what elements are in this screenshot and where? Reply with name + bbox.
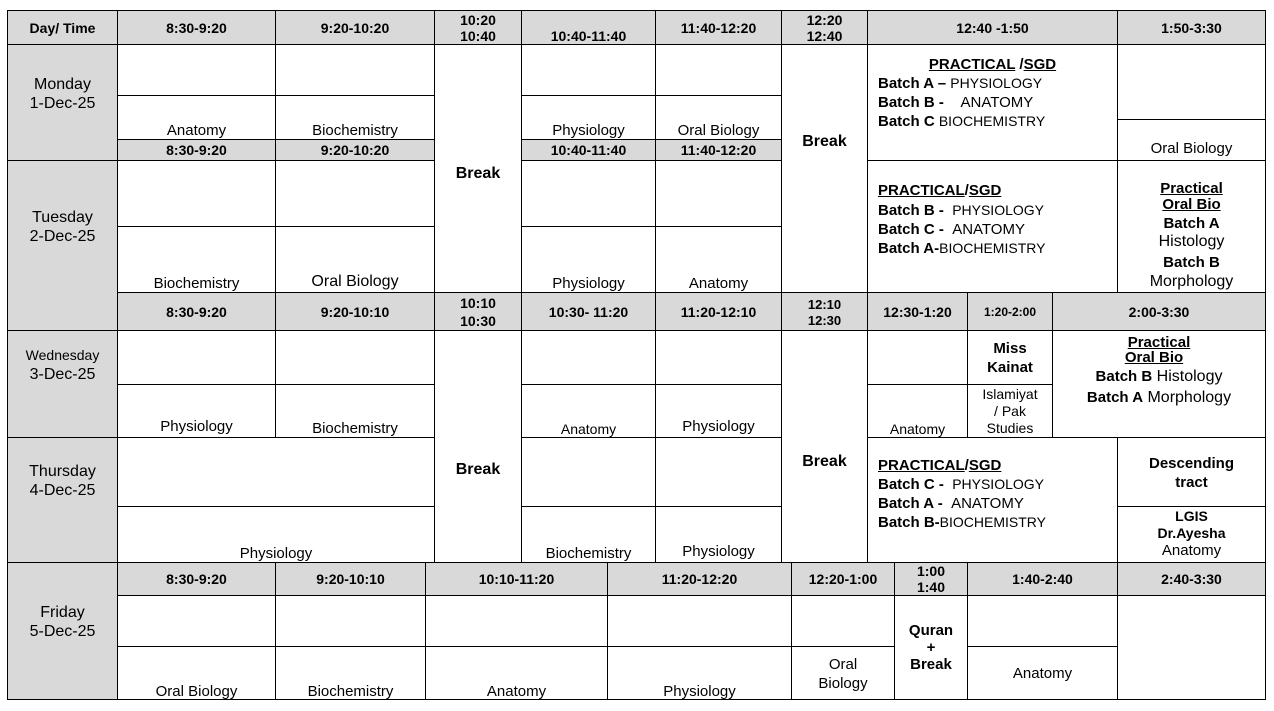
tuesday-batch-2: [878, 221, 1117, 238]
wednesday-s2: [275, 384, 435, 438]
friday-quran-line-2: +: [926, 639, 936, 656]
friday-header-slot-2: [275, 562, 426, 596]
thursday-lgis-line-1: LGIS: [1175, 508, 1208, 524]
friday-s5-top: [791, 595, 895, 647]
friday-quran-line-3: Break: [910, 656, 952, 673]
monday-practical-title: [868, 56, 1117, 73]
friday-header-slot-8-label: 2:40-3:30: [1161, 571, 1222, 587]
wednesday-s4: [521, 384, 656, 438]
friday-header-slot-6: [894, 562, 968, 596]
thursday-s5: [655, 506, 782, 563]
monday-s8-top: [1117, 44, 1266, 120]
tuesday-oral-practical-subtitle: Oral Bio: [1162, 196, 1221, 213]
wednesday-header-slot-3-start: 10:10: [460, 295, 496, 311]
friday-s7-top: [967, 595, 1118, 647]
wednesday-s7-subject: Anatomy: [889, 421, 946, 437]
wednesday-header-slot-1-label: 8:30-9:20: [166, 304, 227, 320]
monday-s2-subject: Biochemistry: [312, 122, 398, 139]
thursday-lgis: [1117, 506, 1266, 563]
friday-header-slot-7-label: 1:40-2:40: [1012, 571, 1073, 587]
header-slot-3-start: 10:20: [460, 12, 496, 28]
tuesday-oral-topic-1: Histology: [1158, 233, 1225, 250]
friday-s1: [117, 646, 276, 700]
wednesday-oral-batch-2: [1053, 389, 1265, 407]
wednesday-oral-practical: [1052, 330, 1266, 438]
wednesday-s5: [655, 384, 782, 438]
tuesday-practical-sep: /: [964, 182, 969, 199]
friday-s3-subject: Anatomy: [486, 683, 547, 700]
wednesday-header-slot-8-label: 1:20-2:00: [983, 305, 1037, 319]
header-slot-1: [117, 10, 276, 45]
monday-batch-1: [878, 75, 1117, 92]
monday-s5: [655, 95, 782, 140]
tuesday-s4-subject: Physiology: [552, 275, 625, 292]
tuesday-batch-2-subject: ANATOMY: [952, 221, 1025, 238]
friday-s4-top: [607, 595, 792, 647]
thursday-batch-2-label: Batch A -: [878, 495, 952, 512]
thursday-practical-label: PRACTICAL: [878, 457, 965, 474]
tuesday-practical-title: [878, 182, 1117, 199]
header-slot-6-end: 12:40: [806, 28, 843, 44]
break-mon-tue-1: [434, 44, 522, 293]
wednesday-header-slot-2: [275, 292, 435, 331]
monday-batch-3-label: Batch C: [878, 113, 939, 130]
monday-batch-2-label: Batch B -: [878, 94, 961, 111]
day-friday: [7, 562, 118, 700]
thursday-s5-top: [655, 437, 782, 507]
thursday-batch-1: [878, 476, 1117, 493]
header-slot-5-label: 11:40-12:20: [680, 20, 757, 36]
monday-batch-3-subject: BIOCHEMISTRY: [938, 113, 1046, 129]
wednesday-oral-topic-2: Morphology: [1143, 389, 1232, 406]
friday-s1-top: [117, 595, 276, 647]
friday-header-slot-3-label: 10:10-11:20: [478, 571, 555, 587]
header-slot-4: [521, 10, 656, 45]
monday-s2: [275, 95, 435, 140]
tuesday-practical-label: PRACTICAL: [878, 182, 965, 199]
monday-s8: [1117, 119, 1266, 161]
thursday-batch-2: [878, 495, 1117, 512]
wednesday-s1-subject: Physiology: [160, 418, 233, 435]
friday-header-slot-7: [967, 562, 1118, 596]
header-slot-1-label: 8:30-9:20: [166, 20, 227, 36]
thursday-batch-2-subject: ANATOMY: [951, 495, 1024, 512]
tuesday-oral-practical: [1117, 160, 1266, 293]
friday-day: Friday: [40, 604, 85, 621]
wednesday-oral-topic-1: Histology: [1152, 368, 1223, 385]
wednesday-header-slot-3-end: 10:30: [460, 313, 496, 329]
tuesday-header-slot-1: [117, 139, 276, 161]
friday-s1-subject: Oral Biology: [155, 683, 238, 700]
friday-s5-line-2: Biology: [818, 675, 868, 692]
wednesday-header-slot-4-label: 10:30- 11:20: [548, 304, 629, 320]
tuesday-batch-1: [878, 202, 1117, 219]
friday-quran-line-1: Quran: [908, 622, 954, 639]
monday-batch-2: [878, 94, 1117, 111]
friday-header-slot-3: [425, 562, 608, 596]
tuesday-s2: [275, 226, 435, 293]
thursday-day: Thursday: [29, 463, 96, 480]
wednesday-s2-subject: Biochemistry: [312, 420, 398, 437]
tuesday-header-slot-5-label: 11:40-12:20: [680, 142, 757, 158]
monday-s8-subject: Oral Biology: [1150, 140, 1233, 157]
tuesday-header-slot-4: [521, 139, 656, 161]
friday-header-slot-2-label: 9:20-10:10: [316, 571, 385, 587]
thursday-batch-1-label: Batch C -: [878, 476, 953, 493]
friday-s5-line-1: Oral: [828, 656, 858, 673]
monday-batch-1-subject: PHYSIOLOGY: [950, 75, 1043, 91]
wednesday-s4-top: [521, 330, 656, 385]
monday-s5-top: [655, 44, 782, 96]
wednesday-header-slot-9-label: 2:00-3:30: [1128, 304, 1190, 320]
wednesday-s1-top: [117, 330, 276, 385]
friday-quran-break: [894, 595, 968, 700]
break-wed-thu-1-label: Break: [455, 461, 501, 478]
header-slot-4-label: 10:40-11:40: [550, 28, 627, 44]
monday-s4: [521, 95, 656, 140]
day-wednesday: [7, 330, 118, 438]
friday-s2: [275, 646, 426, 700]
monday-s1: [117, 95, 276, 140]
thursday-practical-sep: /: [964, 457, 969, 474]
tuesday-oral-batch-2: Batch B: [1163, 254, 1220, 271]
wednesday-oral-practical-subtitle: Oral Bio: [1124, 349, 1184, 366]
tuesday-s4-top: [521, 160, 656, 227]
thursday-date: 4-Dec-25: [29, 482, 96, 499]
thursday-s12: [117, 506, 435, 563]
thursday-s5-subject: Physiology: [682, 543, 755, 560]
wednesday-islamiyat-line-3: Studies: [986, 420, 1034, 436]
monday-s4-subject: Physiology: [552, 122, 625, 139]
wednesday-header-slot-5: [655, 292, 782, 331]
tuesday-batch-3-label: Batch A-: [878, 240, 940, 257]
header-slot-6: [781, 10, 868, 45]
day-thursday: [7, 437, 118, 563]
tuesday-practical-sgd: SGD: [968, 182, 1002, 199]
friday-s3: [425, 646, 608, 700]
wednesday-s2-top: [275, 330, 435, 385]
tuesday-s2-top: [275, 160, 435, 227]
wednesday-header-slot-1: [117, 292, 276, 331]
tuesday-s5-top: [655, 160, 782, 227]
thursday-s12-subject: Physiology: [239, 545, 313, 562]
friday-date: 5-Dec-25: [29, 623, 96, 640]
friday-header-slot-5: [791, 562, 895, 596]
tuesday-batch-1-label: Batch B -: [878, 202, 953, 219]
tuesday-s1: [117, 226, 276, 293]
tuesday-s1-top: [117, 160, 276, 227]
header-day-time: [7, 10, 118, 45]
header-day-time-label: Day/ Time: [29, 20, 96, 36]
tuesday-day: Tuesday: [32, 209, 93, 226]
monday-date: 1-Dec-25: [29, 95, 96, 112]
wednesday-s5-top: [655, 330, 782, 385]
thursday-batch-3: [878, 514, 1117, 531]
thursday-s4-subject: Biochemistry: [545, 545, 632, 562]
friday-header-slot-6-start: 1:00: [916, 563, 946, 579]
monday-s2-top: [275, 44, 435, 96]
tuesday-batch-3-subject: BIOCHEMISTRY: [939, 240, 1046, 256]
header-slot-2-label: 9:20-10:20: [320, 20, 390, 36]
tuesday-batch-2-label: Batch C -: [878, 221, 953, 238]
header-slot-3: [434, 10, 522, 45]
thursday-batch-3-label: Batch B-: [878, 514, 940, 531]
wednesday-header-slot-8: [967, 292, 1053, 331]
wednesday-oral-batch-2-label: Batch A: [1086, 389, 1144, 406]
friday-header-slot-8: [1117, 562, 1266, 596]
tuesday-header-slot-1-label: 8:30-9:20: [166, 142, 227, 158]
wednesday-islamiyat: [967, 384, 1053, 438]
wednesday-s4-subject: Anatomy: [560, 421, 617, 437]
friday-header-slot-4-label: 11:20-12:20: [661, 571, 738, 587]
tuesday-header-slot-2-label: 9:20-10:20: [320, 142, 390, 158]
friday-s7-subject: Anatomy: [1012, 665, 1073, 682]
wednesday-oral-batch-1-label: Batch B: [1095, 368, 1153, 385]
wednesday-oral-batch-1: [1053, 368, 1265, 386]
monday-practical-sep: /: [1015, 56, 1024, 73]
header-slot-8: [1117, 10, 1266, 45]
monday-practical-label: PRACTICAL: [928, 56, 1016, 73]
monday-batch-2-subject: ANATOMY: [960, 94, 1034, 111]
tuesday-practical: [867, 160, 1118, 293]
thursday-descending-line-2: tract: [1175, 474, 1208, 491]
thursday-practical-sgd: SGD: [968, 457, 1002, 474]
tuesday-oral-topic-2: Morphology: [1149, 273, 1234, 290]
monday-s5-subject: Oral Biology: [677, 122, 760, 139]
friday-s4: [607, 646, 792, 700]
break-mon-tue-2: [781, 44, 868, 293]
wednesday-header-slot-7-label: 12:30-1:20: [883, 304, 952, 320]
wednesday-s7: [867, 384, 968, 438]
friday-s8: [1117, 595, 1266, 700]
wednesday-header-slot-6-start: 12:10: [807, 297, 842, 312]
thursday-practical: [867, 437, 1118, 563]
friday-header-slot-6-end: 1:40: [916, 579, 946, 595]
wednesday-teacher-line-1: Miss: [993, 340, 1027, 357]
thursday-batch-3-subject: BIOCHEMISTRY: [939, 514, 1046, 530]
wednesday-header-slot-6: [781, 292, 868, 331]
header-slot-7: [867, 10, 1118, 45]
header-slot-8-label: 1:50-3:30: [1161, 20, 1222, 36]
monday-s4-top: [521, 44, 656, 96]
thursday-s4-top: [521, 437, 656, 507]
friday-s2-subject: Biochemistry: [307, 683, 394, 700]
tuesday-s5-subject: Anatomy: [688, 275, 749, 292]
day-monday: [7, 44, 118, 161]
thursday-s4: [521, 506, 656, 563]
tuesday-s5: [655, 226, 782, 293]
tuesday-s4: [521, 226, 656, 293]
friday-s7: [967, 646, 1118, 700]
wednesday-islamiyat-line-2: / Pak: [994, 403, 1026, 419]
header-slot-3-end: 10:40: [460, 28, 496, 44]
friday-header-slot-1-label: 8:30-9:20: [166, 571, 227, 587]
day-tuesday: [7, 160, 118, 331]
friday-s5: [791, 646, 895, 700]
tuesday-oral-batch-1: Batch A: [1163, 215, 1220, 232]
thursday-descending-tract: [1117, 437, 1266, 507]
tuesday-header-slot-5: [655, 139, 782, 161]
wednesday-date: 3-Dec-25: [29, 366, 96, 383]
wednesday-islamiyat-line-1: Islamiyat: [982, 386, 1038, 402]
wednesday-header-slot-5-label: 11:20-12:10: [680, 304, 757, 320]
monday-practical: [867, 44, 1118, 161]
monday-s1-subject: Anatomy: [166, 122, 227, 139]
break-wed-thu-1: [434, 330, 522, 563]
wednesday-header-slot-6-end: 12:30: [807, 313, 842, 328]
thursday-batch-1-subject: PHYSIOLOGY: [952, 476, 1044, 492]
monday-batch-3: [878, 113, 1117, 130]
wednesday-s1: [117, 384, 276, 438]
wednesday-oral-practical-title: Practical: [1127, 334, 1191, 351]
thursday-lgis-line-2: Dr.Ayesha: [1157, 525, 1226, 541]
wednesday-teacher: [967, 330, 1053, 385]
tuesday-batch-1-subject: PHYSIOLOGY: [952, 202, 1044, 218]
monday-practical-sgd: SGD: [1023, 56, 1057, 73]
wednesday-header-slot-9: [1052, 292, 1266, 331]
tuesday-header-slot-2: [275, 139, 435, 161]
tuesday-s2-subject: Oral Biology: [311, 273, 399, 290]
friday-header-slot-1: [117, 562, 276, 596]
break-mon-tue-2-label: Break: [802, 133, 847, 150]
wednesday-header-slot-3: [434, 292, 522, 331]
monday-s1-top: [117, 44, 276, 96]
thursday-practical-title: [878, 457, 1117, 474]
thursday-descending-line-1: Descending: [1148, 455, 1235, 472]
wednesday-s7-top: [867, 330, 968, 385]
thursday-lgis-line-3: Anatomy: [1161, 542, 1222, 559]
friday-s4-subject: Physiology: [663, 683, 736, 700]
tuesday-s1-subject: Biochemistry: [153, 275, 240, 292]
header-slot-7-label: 12:40 -1:50: [956, 20, 1029, 36]
monday-batch-1-label: Batch A –: [878, 75, 951, 92]
header-slot-6-start: 12:20: [806, 12, 843, 28]
wednesday-header-slot-7: [867, 292, 968, 331]
friday-header-slot-5-label: 12:20-1:00: [808, 571, 878, 587]
tuesday-oral-practical-title: Practical: [1160, 180, 1223, 197]
wednesday-header-slot-2-label: 9:20-10:10: [320, 304, 390, 320]
monday-day: Monday: [34, 76, 91, 93]
header-slot-5: [655, 10, 782, 45]
friday-s2-top: [275, 595, 426, 647]
friday-header-slot-4: [607, 562, 792, 596]
tuesday-header-slot-4-label: 10:40-11:40: [550, 142, 627, 158]
tuesday-date: 2-Dec-25: [29, 228, 96, 245]
break-wed-thu-2-label: Break: [802, 453, 847, 470]
tuesday-batch-3: [878, 240, 1117, 257]
thursday-s12-top: [117, 437, 435, 507]
wednesday-header-slot-4: [521, 292, 656, 331]
friday-s3-top: [425, 595, 608, 647]
break-wed-thu-2: [781, 330, 868, 563]
header-slot-2: [275, 10, 435, 45]
wednesday-s5-subject: Physiology: [682, 418, 755, 435]
wednesday-day: Wednesday: [25, 347, 100, 363]
wednesday-teacher-line-2: Kainat: [987, 359, 1033, 376]
break-mon-tue-1-label: Break: [455, 165, 501, 182]
